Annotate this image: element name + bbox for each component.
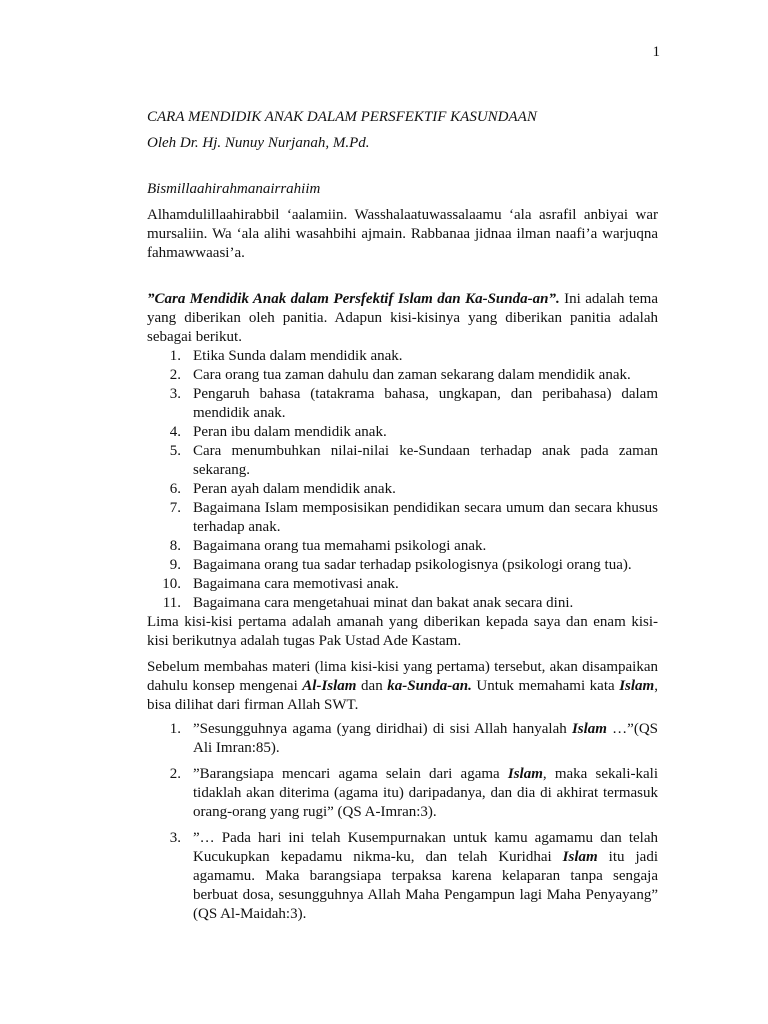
verse-item	[147, 720, 658, 758]
verse-text: ”Sesungguhnya agama (yang diridhai) di sisi Allah hanyalah	[193, 721, 572, 737]
verse-item	[147, 765, 658, 822]
verse-text: itu jadi agamamu. Maka barangsiapa terpaksa karena kelaparan tanpa sengaja berbuat dosa, sesungguhnya Allah Maha Pengampun lagi Maha Penyayang” (QS Al-Maidah:3).	[193, 849, 658, 922]
verse-number: 2.	[169, 766, 181, 782]
list-item-number: 5.	[169, 443, 181, 459]
verse-text: , maka sekali-kali tidaklah akan diterima (agama itu) daripadanya, dan dia di akhirat termasuk orang-orang yang rugi” (QS A-Imran:3).	[193, 766, 658, 820]
verse-text: ”Barangsiapa mencari agama selain dari agama	[193, 766, 508, 782]
list-item-number: 2.	[169, 367, 181, 383]
verse-keyword: Islam	[562, 849, 598, 865]
list-item-number: 7.	[169, 500, 181, 516]
list-item-text: Peran ibu dalam mendidik anak.	[193, 424, 387, 440]
list-item-text: Bagaimana orang tua memahami psikologi anak.	[193, 538, 487, 554]
kisi-kisi-list	[147, 347, 658, 613]
concept-paragraph	[147, 658, 658, 715]
list-item-text: Bagaimana Islam memposisikan pendidikan secara umum dan secara khusus terhadap anak.	[193, 500, 658, 535]
ka-sunda-term: ka-Sunda-an.	[387, 678, 472, 694]
list-item-number: 3.	[169, 386, 181, 402]
list-item-text: Bagaimana cara mengetahuai minat dan bakat anak secara dini.	[193, 595, 574, 611]
document-body	[147, 108, 658, 931]
opening-paragraph: Alhamdulillaahirabbil ‘aalamiin. Wasshalaatuwassalaamu ‘ala asrafil anbiyai war mursaliin. Wa ‘ala alihi wasahbihi ajmain. Rabbanaa jidnaa ilman naafi’a warjuqna fahmawwaasi’a.	[147, 207, 658, 261]
intro-paragraph	[147, 290, 658, 347]
concept-text: Sebelum membahas materi (lima kisi-kisi yang pertama) tersebut, akan disampaikan dahulu konsep mengenai	[147, 659, 658, 694]
verse-keyword: Islam	[507, 766, 543, 782]
verse-item	[147, 829, 658, 924]
document-title: CARA MENDIDIK ANAK DALAM PERSFEKTIF KASUNDAAN	[147, 109, 537, 125]
list-item-number: 11.	[162, 595, 181, 611]
assignment-paragraph: Lima kisi-kisi pertama adalah amanah yang diberikan kepada saya dan enam kisi-kisi berikutnya adalah tugas Pak Ustad Ade Kastam.	[147, 614, 658, 649]
verses-list	[147, 720, 658, 924]
list-item-text: Pengaruh bahasa (tatakrama bahasa, ungkapan, dan peribahasa) dalam mendidik anak.	[193, 386, 658, 421]
list-item	[147, 594, 658, 613]
concept-text: dan	[356, 678, 388, 694]
page-number: 1	[652, 44, 660, 60]
list-item	[147, 537, 658, 556]
list-item	[147, 366, 658, 385]
verse-text: …”(QS Ali Imran:85).	[193, 721, 659, 756]
list-item	[147, 556, 658, 575]
verse-text: ”… Pada hari ini telah Kusempurnakan untuk kamu agamamu dan telah Kucukupkan kepadamu nikma-ku, dan telah Kuridhai	[193, 830, 658, 865]
list-item	[147, 347, 658, 366]
concept-text: , bisa dilihat dari firman Allah SWT.	[147, 678, 658, 713]
verse-number: 1.	[169, 721, 181, 737]
list-item-text: Cara menumbuhkan nilai-nilai ke-Sundaan terhadap anak pada zaman sekarang.	[193, 443, 658, 478]
al-islam-term: Al-Islam	[302, 678, 357, 694]
verse-number: 3.	[169, 830, 181, 846]
list-item-number: 4.	[169, 424, 181, 440]
list-item-number: 10.	[162, 576, 181, 592]
theme-quote: ”Cara Mendidik Anak dalam Persfektif Islam dan Ka-Sunda-an”.	[147, 291, 560, 307]
concept-text: Untuk memahami kata	[471, 678, 620, 694]
list-item-text: Etika Sunda dalam mendidik anak.	[193, 348, 403, 364]
list-item	[147, 575, 658, 594]
list-item-number: 8.	[169, 538, 181, 554]
list-item-text: Cara orang tua zaman dahulu dan zaman sekarang dalam mendidik anak.	[193, 367, 631, 383]
list-item-number: 9.	[169, 557, 181, 573]
list-item-number: 1.	[169, 348, 181, 364]
list-item-text: Bagaimana orang tua sadar terhadap psikologisnya (psikologi orang tua).	[193, 557, 632, 573]
list-item-text: Peran ayah dalam mendidik anak.	[193, 481, 396, 497]
list-item	[147, 385, 658, 423]
verse-keyword: Islam	[571, 721, 607, 737]
list-item-text: Bagaimana cara memotivasi anak.	[193, 576, 399, 592]
intro-text: Ini adalah tema yang diberikan oleh panitia. Adapun kisi-kisinya yang diberikan panitia adalah sebagai berikut.	[147, 291, 658, 345]
author-line: Oleh Dr. Hj. Nunuy Nurjanah, M.Pd.	[147, 135, 370, 151]
bismillah-line: Bismillaahirahmanairrahiim	[147, 181, 321, 197]
list-item	[147, 480, 658, 499]
list-item	[147, 499, 658, 537]
list-item	[147, 423, 658, 442]
list-item-number: 6.	[169, 481, 181, 497]
list-item	[147, 442, 658, 480]
islam-term: Islam	[619, 678, 655, 694]
